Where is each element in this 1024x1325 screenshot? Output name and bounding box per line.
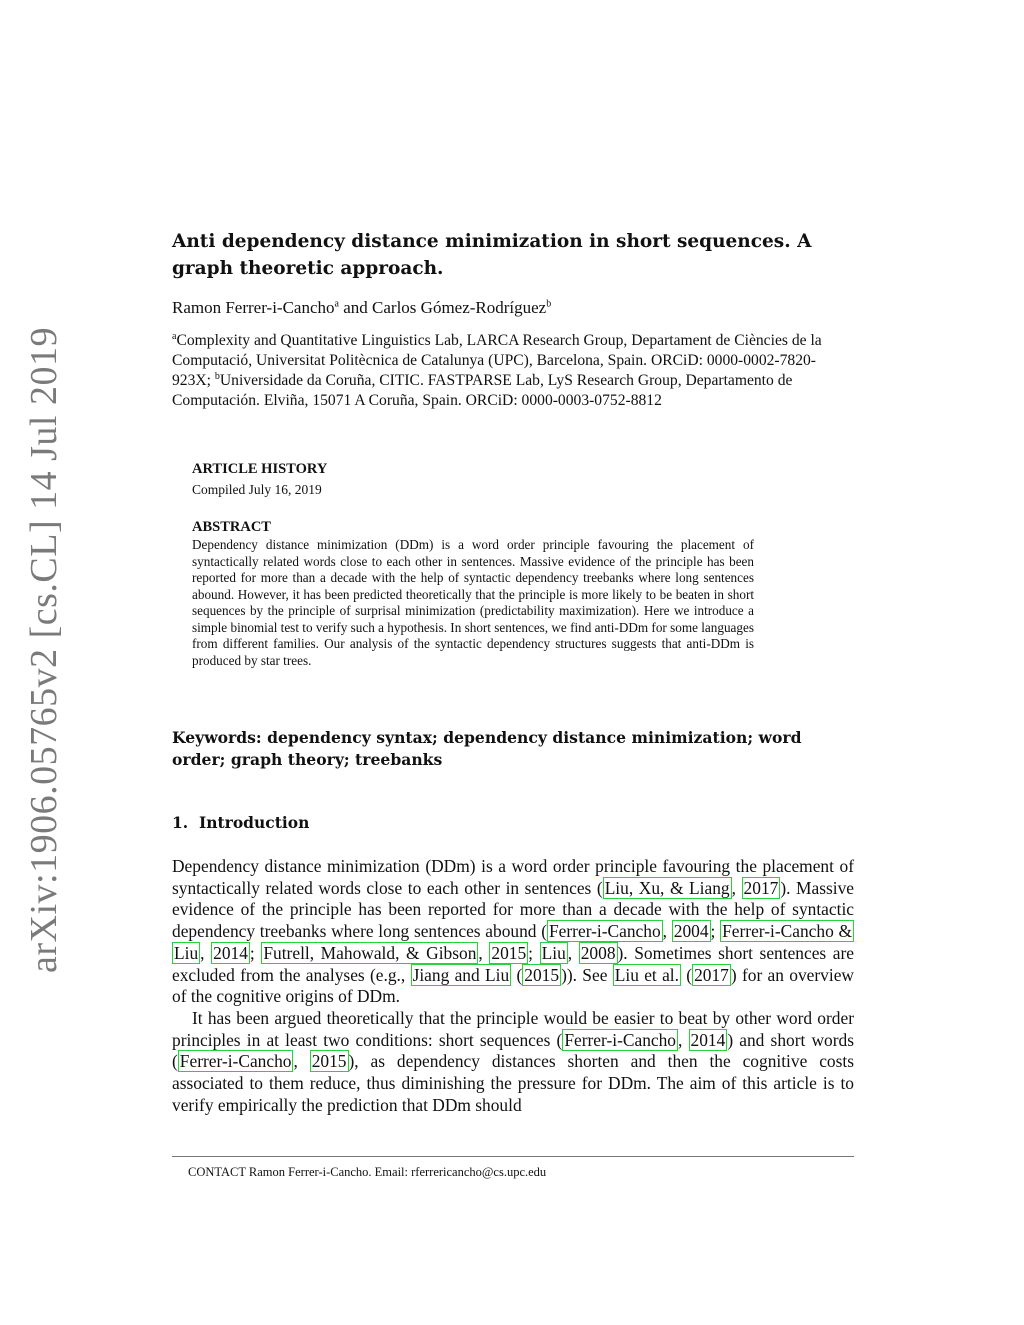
- text-run: ,: [662, 921, 672, 942]
- citation-link[interactable]: 2015: [524, 964, 560, 985]
- author-1-mark: a: [334, 298, 339, 310]
- text-run: Dependency distance minimization (DDm) is a word order principle favouring the placement of syntactically related words close to each other in sentences (: [172, 856, 854, 898]
- text-run: ;: [710, 921, 721, 942]
- author-2-mark: b: [546, 298, 552, 310]
- introduction-body: [172, 856, 854, 1116]
- citation-link[interactable]: 2015: [311, 1051, 347, 1072]
- affiliation-a-mark: a: [172, 330, 177, 342]
- paper-title: Anti dependency distance minimization in short sequences. A graph theoretic approach.: [172, 231, 812, 279]
- citation-link[interactable]: 2014: [213, 942, 248, 963]
- abstract-text: Dependency distance minimization (DDm) is a word order principle favouring the placement of syntactically related words close to each other in sentences. Massive evidence of the principle has been reported for more than a decade with the help of syntactic dependency treebanks where long sentences abound. However, it has been predicted theoretically that the principle is more likely to be beaten in short sequences by the principle of surprisal minimization (predictability maximization). Here we introduce a simple binomial test to verify such a hypothesis. In short sentences, we find anti-DDm for some languages from different families. Our analysis of the syntactic dependency structures suggests that anti-DDm is produced by star trees.: [192, 537, 754, 668]
- author-and: and: [343, 298, 368, 317]
- citation-link[interactable]: 2004: [673, 921, 709, 942]
- text-run: ,: [567, 942, 579, 963]
- section-title: Introduction: [198, 813, 310, 832]
- citation-link[interactable]: 2017: [743, 877, 779, 898]
- citation-link[interactable]: 2008: [580, 942, 616, 963]
- affiliation-b: Universidade da Coruña, CITIC. FASTPARSE Lab, LyS Research Group, Departamento de Computación. Elviña, 15071 A Coruña, Spain. ORCiD: 0000-0003-0752-8812: [172, 372, 793, 409]
- text-run: ;: [249, 942, 262, 963]
- citation-link[interactable]: Ferrer-i-Cancho: [564, 1029, 676, 1050]
- arxiv-side-identifier: arXiv:1906.05765v2 [cs.CL] 14 Jul 2019: [23, 327, 65, 973]
- author-1: Ramon Ferrer-i-Cancho: [172, 298, 335, 317]
- contact-footnote: CONTACT Ramon Ferrer-i-Cancho. Email: rferrericancho@cs.upc.edu: [188, 1165, 547, 1179]
- citation-link[interactable]: 2015: [491, 942, 527, 963]
- article-history-compiled: Compiled July 16, 2019: [192, 482, 322, 497]
- keywords-label: Keywords:: [172, 728, 262, 747]
- abstract-heading: ABSTRACT: [192, 519, 271, 535]
- citation-link[interactable]: Ferrer-i-Cancho: [179, 1051, 292, 1072]
- text-run: ,: [731, 877, 742, 898]
- section-number: 1.: [172, 813, 189, 832]
- keywords-list: dependency syntax; dependency distance minimization; word order; graph theory; treebanks: [172, 728, 802, 769]
- author-line: [172, 298, 854, 318]
- citation-link[interactable]: Liu: [541, 942, 566, 963]
- keywords: [172, 727, 854, 771]
- citation-link[interactable]: Jiang and Liu: [412, 964, 510, 985]
- article-history-heading: ARTICLE HISTORY: [192, 461, 328, 477]
- text-run: ;: [528, 942, 540, 963]
- text-run: ) and short words (: [172, 1029, 855, 1072]
- affiliation-b-mark: b: [214, 370, 220, 382]
- affiliation-a: Complexity and Quantitative Linguistics Lab, LARCA Research Group, Departament de Ciències de la Computació, Universitat Politècnica de Catalunya (UPC), Barcelona, Spain. ORCiD: 0000-0002-7820-923X;: [172, 332, 822, 389]
- footnote-divider: [172, 1156, 854, 1157]
- text-run: ,: [293, 1051, 310, 1072]
- author-2: Carlos Gómez-Rodríguez: [372, 298, 547, 317]
- text-run: (: [511, 964, 523, 985]
- paragraph-1: [172, 856, 854, 1008]
- citation-link[interactable]: Ferrer-i-Cancho & Liu: [174, 921, 853, 963]
- text-run: It has been argued theoretically that the principle would be easier to beat by other word order principles in at least two conditions: short sequences (: [172, 1007, 854, 1050]
- text-run: ,: [478, 942, 490, 963]
- text-run: )). See: [561, 964, 613, 985]
- text-run: ), as dependency distances shorten and then the cognitive costs associated to them reduce, thus diminishing the pressure for DDm. The aim of this article is to verify empirically the prediction that DDm should: [172, 1051, 854, 1115]
- citation-link[interactable]: Futrell, Mahowald, & Gibson: [263, 942, 477, 963]
- citation-link[interactable]: 2017: [694, 964, 729, 985]
- citation-link[interactable]: Ferrer-i-Cancho: [549, 921, 661, 942]
- text-run: ). Massive evidence of the principle has been reported for more than a decade with the help of syntactic dependency treebanks where long sentences abound (: [172, 877, 855, 942]
- text-run: ,: [678, 1029, 689, 1050]
- text-run: ). Sometimes short sentences are excluded from the analyses (e.g.,: [172, 942, 855, 985]
- citation-link[interactable]: Liu et al.: [614, 964, 679, 985]
- text-run: ,: [200, 942, 212, 963]
- text-run: (: [680, 964, 693, 985]
- citation-link[interactable]: Liu, Xu, & Liang: [604, 877, 730, 898]
- affiliations: [172, 331, 854, 411]
- citation-link[interactable]: 2014: [690, 1029, 726, 1050]
- text-run: ) for an overview of the cognitive origins of DDm.: [172, 964, 854, 1007]
- section-heading: [172, 813, 854, 832]
- paragraph-2: [172, 1008, 854, 1117]
